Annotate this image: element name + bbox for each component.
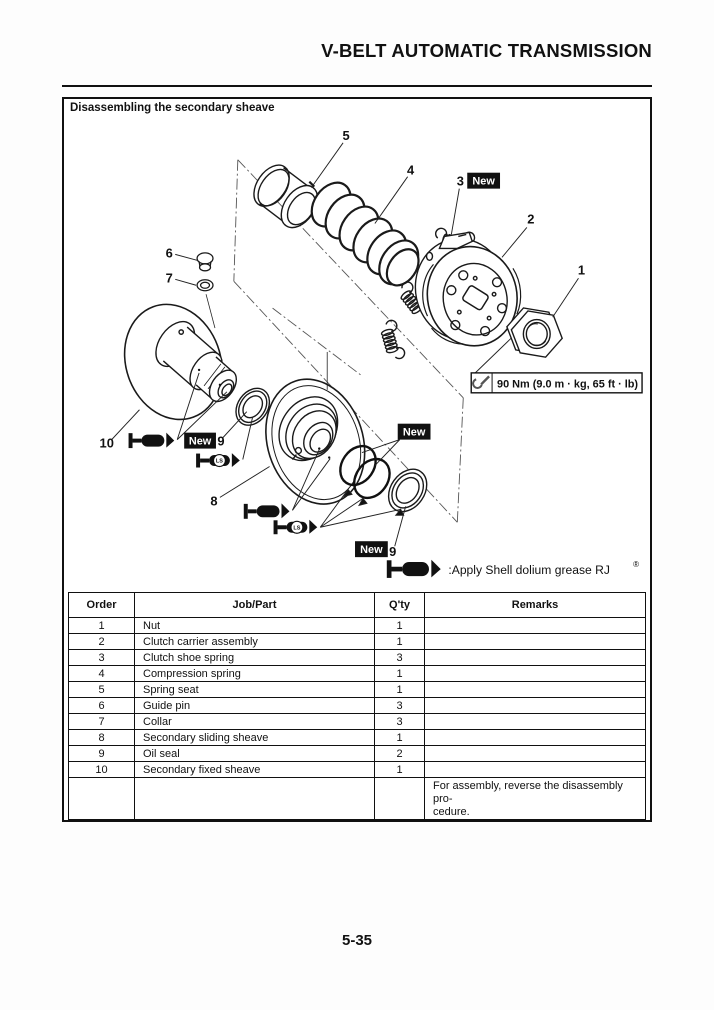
page-number: 5-35 bbox=[341, 932, 373, 949]
cell-remarks bbox=[425, 762, 646, 778]
cell-qty: 3 bbox=[375, 698, 425, 714]
callout-9: 9 bbox=[389, 544, 397, 560]
new-tag bbox=[184, 433, 216, 449]
col-header-qty: Q'ty bbox=[375, 593, 425, 618]
cell-qty: 1 bbox=[375, 682, 425, 698]
cell-order: 9 bbox=[69, 746, 135, 762]
parts-table bbox=[68, 592, 646, 820]
registered-mark: ® bbox=[633, 560, 639, 570]
cell-job: Secondary fixed sheave bbox=[135, 762, 375, 778]
cell-job: Oil seal bbox=[135, 746, 375, 762]
cell-order: 3 bbox=[69, 650, 135, 666]
cell-qty: 1 bbox=[375, 666, 425, 682]
cell-remarks bbox=[425, 746, 646, 762]
cell-qty bbox=[375, 778, 425, 820]
cell-qty: 2 bbox=[375, 746, 425, 762]
grease-legend bbox=[387, 560, 639, 578]
cell-order bbox=[69, 778, 135, 820]
figure-title: Disassembling the secondary sheave bbox=[70, 102, 275, 114]
cell-job: Collar bbox=[135, 714, 375, 730]
part-8-secondary-sliding-sheave bbox=[250, 366, 380, 517]
callout-1: 1 bbox=[577, 262, 586, 278]
cell-remarks bbox=[425, 730, 646, 746]
cell-job: Secondary sliding sheave bbox=[135, 730, 375, 746]
cell-order: 2 bbox=[69, 634, 135, 650]
cell-job bbox=[135, 778, 375, 820]
col-header-remarks: Remarks bbox=[425, 593, 646, 618]
cell-remarks-note bbox=[425, 778, 646, 820]
part-3-clutch-shoe-spring bbox=[379, 319, 406, 361]
cell-remarks bbox=[425, 698, 646, 714]
col-header-job-part: Job/Part bbox=[135, 593, 375, 618]
table-row bbox=[69, 714, 646, 730]
table-row bbox=[69, 682, 646, 698]
grease-gun-icon bbox=[387, 560, 441, 578]
callout-7: 7 bbox=[165, 270, 173, 286]
cell-order: 6 bbox=[69, 698, 135, 714]
part-6-guide-pin bbox=[197, 253, 213, 271]
cell-order: 1 bbox=[69, 618, 135, 634]
cell-job: Nut bbox=[135, 618, 375, 634]
cell-qty: 1 bbox=[375, 730, 425, 746]
cell-job: Compression spring bbox=[135, 666, 375, 682]
cell-qty: 3 bbox=[375, 650, 425, 666]
table-row bbox=[69, 762, 646, 778]
torque-spec-text: 90 Nm (9.0 m · kg, 65 ft · lb) bbox=[497, 378, 639, 391]
exploded-diagram bbox=[64, 99, 650, 593]
cell-order: 10 bbox=[69, 762, 135, 778]
cell-order: 8 bbox=[69, 730, 135, 746]
cell-qty: 1 bbox=[375, 618, 425, 634]
new-tag bbox=[467, 173, 500, 189]
new-tag bbox=[355, 541, 388, 557]
callout-8: 8 bbox=[210, 493, 218, 509]
table-row bbox=[69, 698, 646, 714]
assembly-note-row bbox=[69, 778, 646, 820]
callout-2: 2 bbox=[527, 211, 535, 227]
table-row bbox=[69, 746, 646, 762]
new-tag-label: New bbox=[402, 426, 426, 439]
table-row bbox=[69, 730, 646, 746]
grease-legend-text: :Apply Shell dolium grease RJ bbox=[448, 563, 610, 578]
col-header-order: Order bbox=[69, 593, 135, 618]
cell-job: Spring seat bbox=[135, 682, 375, 698]
part-7-collar bbox=[197, 280, 213, 291]
new-tag bbox=[398, 424, 431, 440]
cell-remarks bbox=[425, 634, 646, 650]
cell-order: 4 bbox=[69, 666, 135, 682]
table-row bbox=[69, 634, 646, 650]
table-row bbox=[69, 666, 646, 682]
part-5-spring-seat bbox=[247, 159, 325, 235]
cell-qty: 1 bbox=[375, 634, 425, 650]
grease-gun-icon bbox=[129, 433, 175, 448]
ls-grease-label: LS bbox=[215, 458, 223, 465]
part-4-compression-spring bbox=[304, 175, 427, 291]
cell-remarks bbox=[425, 682, 646, 698]
cell-order: 5 bbox=[69, 682, 135, 698]
torque-spec-box bbox=[471, 373, 642, 393]
cell-job: Clutch shoe spring bbox=[135, 650, 375, 666]
grease-gun-icon bbox=[244, 503, 290, 518]
cell-job: Guide pin bbox=[135, 698, 375, 714]
cell-qty: 3 bbox=[375, 714, 425, 730]
cell-remarks bbox=[425, 714, 646, 730]
cell-remarks bbox=[425, 650, 646, 666]
cell-order: 7 bbox=[69, 714, 135, 730]
callout-10: 10 bbox=[99, 435, 114, 451]
part-10-secondary-fixed-sheave bbox=[109, 291, 242, 434]
table-row bbox=[69, 650, 646, 666]
callout-6: 6 bbox=[165, 245, 173, 261]
table-row bbox=[69, 618, 646, 634]
new-tag-label: New bbox=[188, 435, 212, 448]
part-2-clutch-carrier-assembly bbox=[406, 230, 526, 354]
callout-9: 9 bbox=[217, 433, 225, 449]
callout-3: 3 bbox=[456, 173, 464, 189]
header-rule bbox=[62, 85, 652, 87]
cell-job: Clutch carrier assembly bbox=[135, 634, 375, 650]
new-tag-label: New bbox=[360, 544, 383, 557]
table-header-row bbox=[69, 593, 646, 618]
assembly-note-line: For assembly, reverse the disassembly pro- bbox=[433, 780, 623, 805]
ls-grease-label: LS bbox=[293, 525, 301, 532]
cell-remarks bbox=[425, 618, 646, 634]
new-tag-label: New bbox=[472, 175, 495, 188]
callout-5: 5 bbox=[342, 127, 350, 143]
page-header-title: V-BELT AUTOMATIC TRANSMISSION bbox=[321, 40, 652, 61]
cell-qty: 1 bbox=[375, 762, 425, 778]
callout-4: 4 bbox=[407, 162, 415, 178]
cell-remarks bbox=[425, 666, 646, 682]
figure-box bbox=[62, 97, 652, 822]
assembly-note-line: cedure. bbox=[433, 806, 470, 818]
